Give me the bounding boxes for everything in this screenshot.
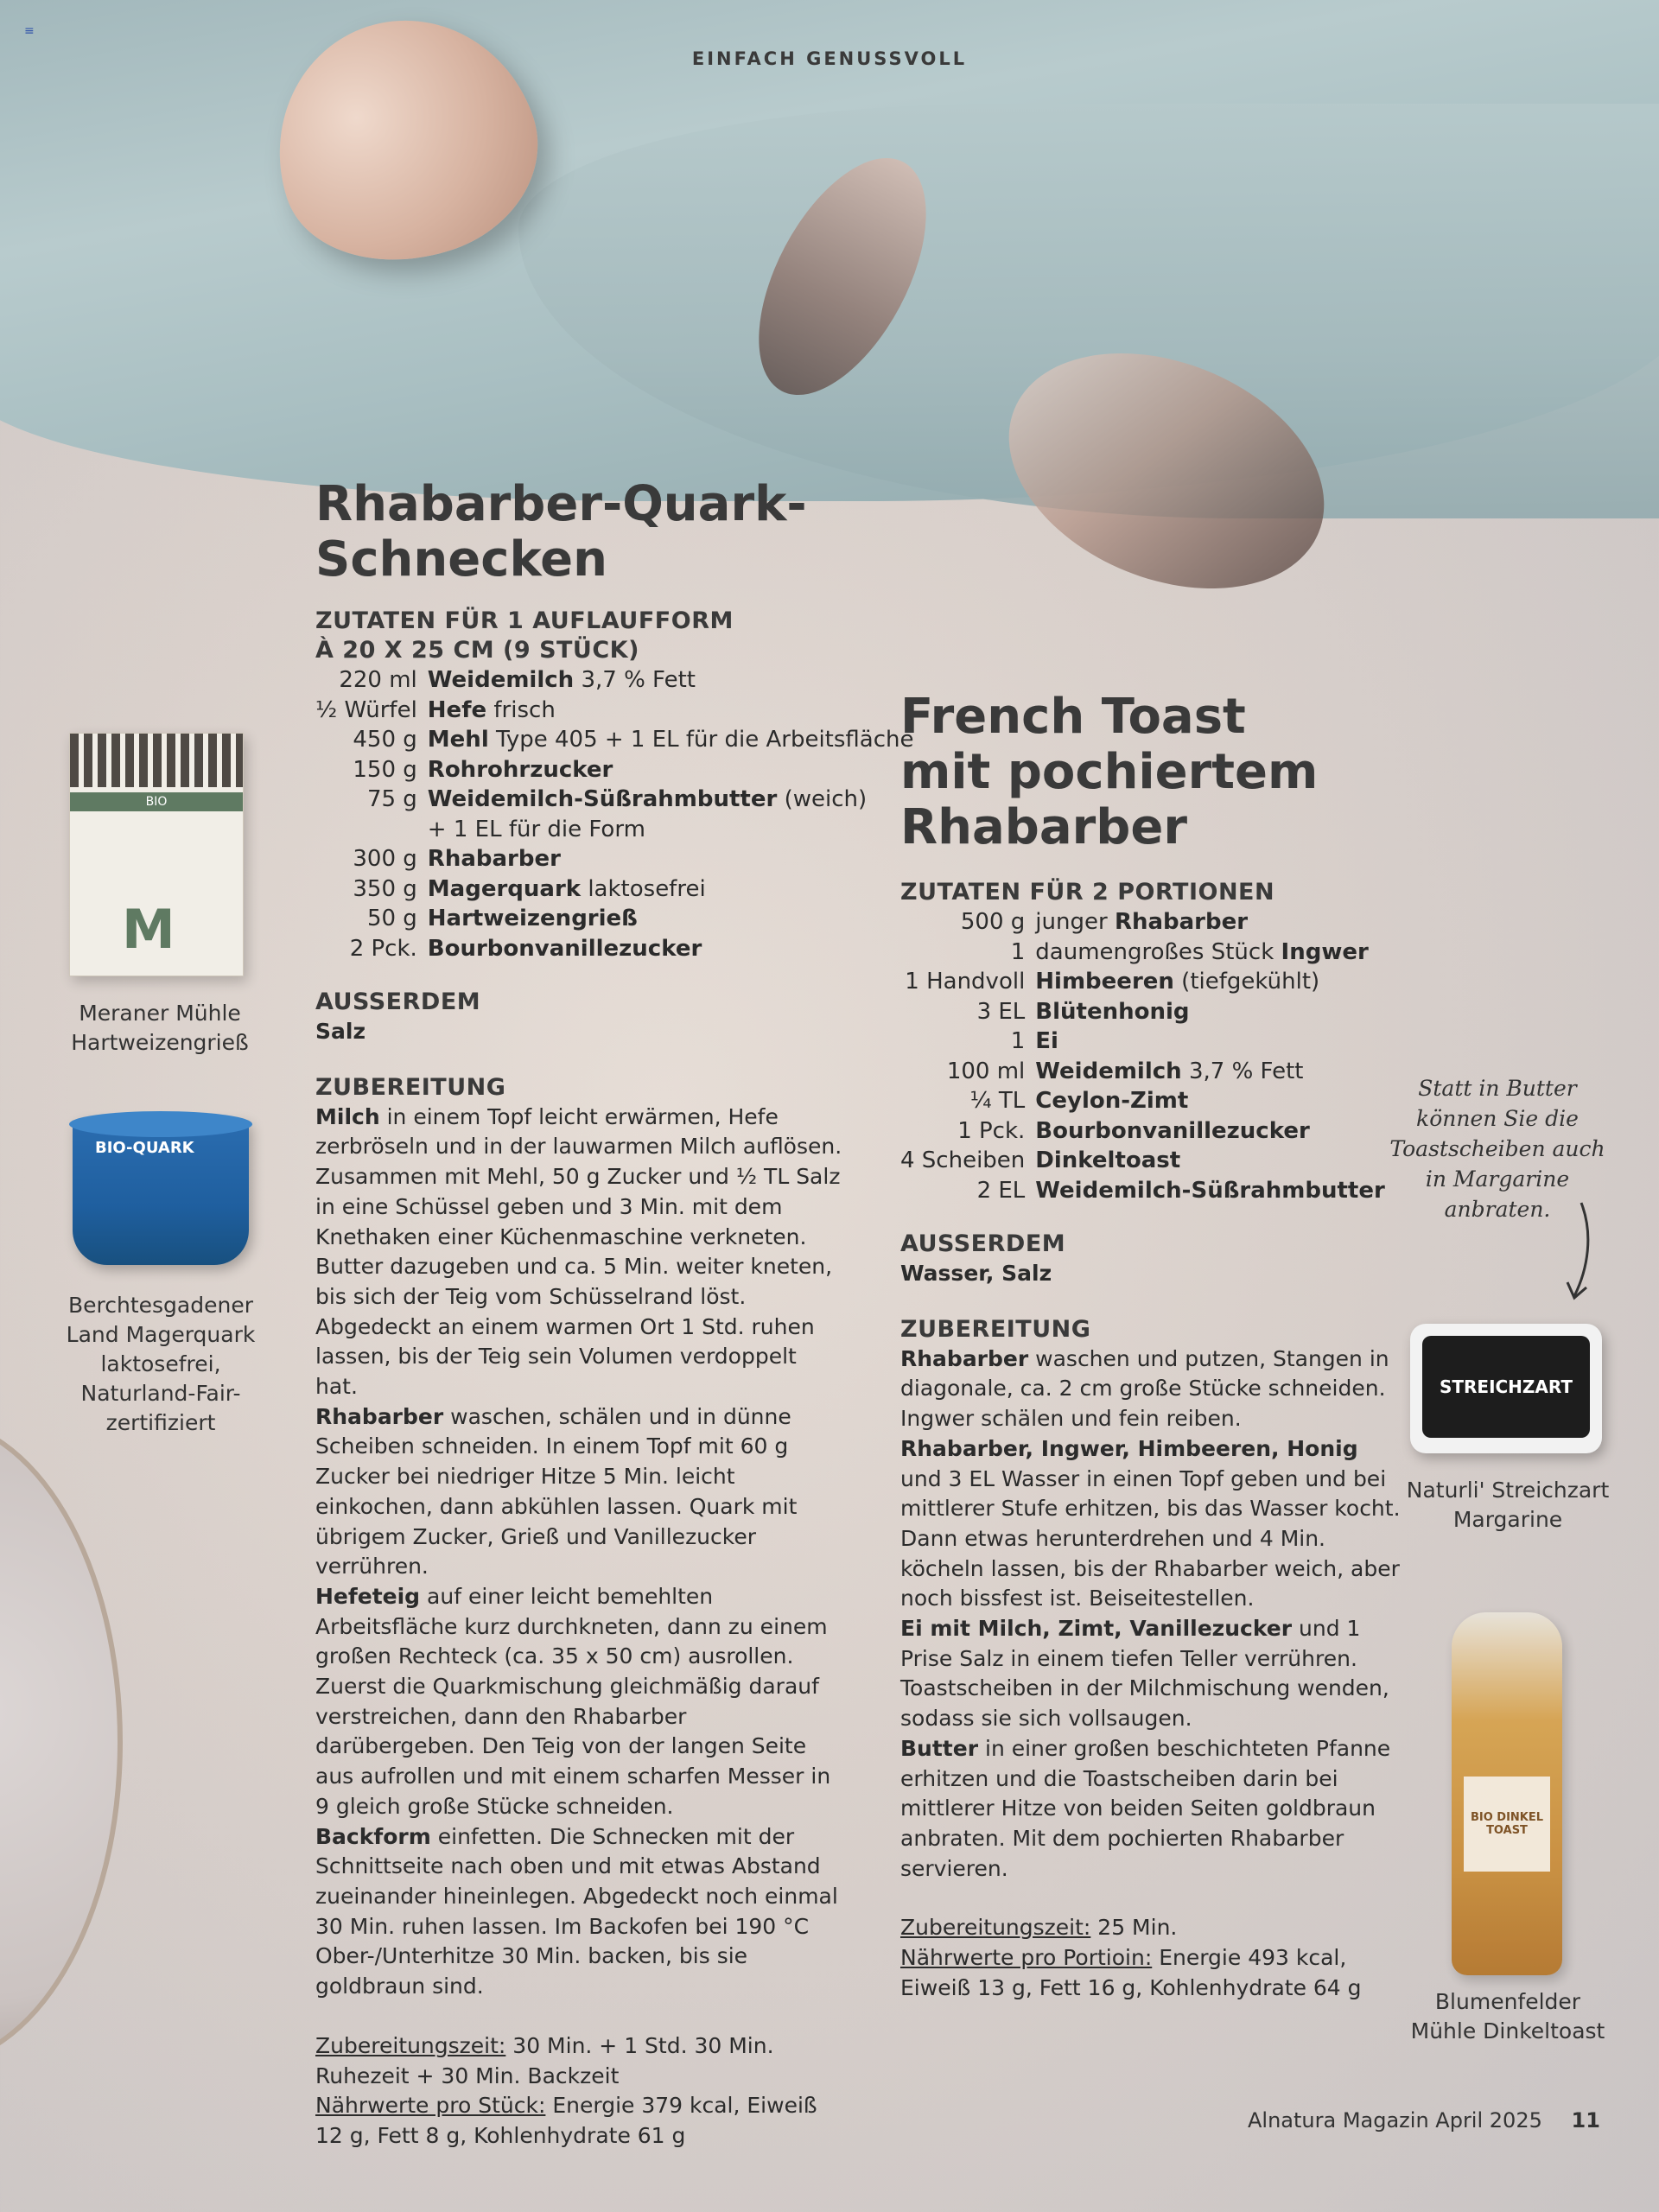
ingredient-quantity: 3 EL xyxy=(976,998,1026,1025)
ingredient-row xyxy=(900,938,1385,968)
preparation-steps xyxy=(900,1344,1402,1885)
ingredient-name: Weidemilch-Süßrahmbutter xyxy=(1035,1177,1385,1204)
ingredient-name: Ceylon-Zimt xyxy=(1035,1088,1189,1114)
package-label: BIO-QUARK xyxy=(95,1139,194,1157)
section-header: EINFACH GENUSSVOLL xyxy=(691,48,968,69)
product-image-magerquark xyxy=(73,1118,249,1265)
ingredient-prefix: daumengroßes Stück xyxy=(1035,938,1281,965)
ingredient-description xyxy=(428,696,914,726)
ingredient-name: Rohrohrzucker xyxy=(427,756,613,783)
recipe-title-line1: Rhabarber-Quark- xyxy=(315,476,807,532)
ingredients-heading-line2: À 20 X 25 CM (9 STÜCK) xyxy=(315,637,639,664)
ingredient-quantity: 2 EL xyxy=(976,1177,1026,1204)
package-label: BIO DINKEL TOAST xyxy=(1464,1777,1550,1872)
ingredient-description xyxy=(428,785,914,815)
product-caption-hartweizengriess: Meraner Mühle Hartweizengrieß xyxy=(71,1001,249,1055)
ingredient-quantity: 350 g xyxy=(353,875,417,902)
ingredient-description xyxy=(428,665,914,696)
nutrition-label: Nährwerte pro Stück: xyxy=(315,2093,546,2119)
step-text: waschen und putzen, Stangen in diagonale, ca. 2 cm große Stücke schneiden. Ingwer schälen und fein reiben. xyxy=(900,1345,1389,1432)
product-caption-dinkeltoast: Blumenfelder Mühle Dinkeltoast xyxy=(1410,1989,1605,2044)
ingredient-description xyxy=(1035,1027,1385,1057)
ingredient-row xyxy=(315,725,914,755)
ingredient-quantity: 1 Pck. xyxy=(957,1117,1026,1144)
ingredient-description xyxy=(1035,1176,1385,1206)
recipe-title xyxy=(315,477,851,588)
ingredient-quantity: 220 ml xyxy=(339,667,417,693)
ingredient-name: Rhabarber xyxy=(427,846,561,872)
ingredient-description xyxy=(428,844,914,874)
ingredient-quantity: ¼ TL xyxy=(969,1088,1026,1114)
ingredient-note: + 1 EL für die Form xyxy=(427,816,645,842)
ingredient-note: (weich) xyxy=(777,786,868,812)
recipe-title-line2: Schnecken xyxy=(315,531,608,588)
step-keyword: Butter xyxy=(900,1735,979,1761)
ingredient-quantity: 1 Handvoll xyxy=(905,969,1026,995)
step-text: in einem Topf leicht erwärmen, Hefe zerbröseln und in der lauwarmen Milch auflösen. Zusammen mit Mehl, 50 g Zucker und ½ TL Salz in eine Schüssel geben und 3 Min. mit dem Knethaken einer Küchenmaschine verkneten. Butter dazugeben und ca. 5 Min. weiter kneten, bis sich der Teig vom Schüsselrand löst. Abgedeckt an einem warmen Ort 1 Std. ruhen lassen, bis der Teig sein Volumen verdoppelt hat. xyxy=(315,1103,842,1400)
preparation-steps xyxy=(315,1103,842,2002)
ingredient-note: laktosefrei xyxy=(581,875,706,902)
ingredient-name: Bourbonvanillezucker xyxy=(1035,1117,1310,1144)
ingredient-row xyxy=(900,1116,1385,1147)
tip-note: Statt in Butter können Sie die Toastscheiben auch in Margarine anbraten. xyxy=(1389,1076,1605,1222)
package-band: BIO xyxy=(70,792,243,811)
ingredient-row xyxy=(315,665,914,696)
recipe-meta xyxy=(315,2031,842,2152)
ingredient-row xyxy=(315,785,914,815)
package-pattern xyxy=(70,734,243,787)
ingredient-quantity: 1 xyxy=(1010,1028,1026,1054)
step-keyword: Rhabarber, Ingwer, Himbeeren, Honig xyxy=(900,1435,1358,1461)
step-keyword: Rhabarber xyxy=(900,1345,1029,1371)
page-footer xyxy=(1248,2108,1600,2133)
ingredient-quantity xyxy=(315,815,428,845)
step-keyword: Hefeteig xyxy=(315,1583,421,1609)
ausserdem-items: Salz xyxy=(315,1019,365,1044)
product-caption-margarine: Naturli' Streichzart Margarine xyxy=(1406,1478,1610,1532)
ingredient-row xyxy=(315,815,914,845)
step-text: auf einer leicht bemehlten Arbeitsfläche kurz durchkneten, dann zu einem großen Rechteck (ca. 35 x 50 cm) ausrollen. Zuerst die Quarkmischung gleichmäßig darauf verstreichen, dann den Rhabarber darübergeben. Den Teig von der langen Seite aus aufrollen und mit einem scharfen Messer in 9 gleich große Stücke schneiden. xyxy=(315,1583,831,1819)
ingredient-name: Weidemilch xyxy=(1035,1058,1182,1084)
preparation-step xyxy=(900,1614,1402,1734)
step-keyword: Rhabarber xyxy=(315,1403,444,1429)
ingredient-row xyxy=(900,997,1385,1027)
ingredient-description xyxy=(1035,1057,1385,1087)
preparation-step xyxy=(900,1734,1402,1885)
ingredient-row xyxy=(315,934,914,964)
ingredient-row xyxy=(900,907,1385,938)
plate-photo xyxy=(0,1417,123,2067)
ingredient-name: Himbeeren xyxy=(1035,969,1174,995)
step-text: waschen, schälen und in dünne Scheiben schneiden. In einem Topf mit 60 g Zucker bei niedriger Hitze 5 Min. leicht einkochen, dann abkühlen lassen. Quark mit übrigem Zucker, Grieß und Vanillezucker verrühren. xyxy=(315,1403,798,1580)
ingredient-description xyxy=(428,934,914,964)
ingredient-name: Mehl xyxy=(427,727,489,753)
prep-time-value: 30 Min. + 1 Std. 30 Min. Ruhezeit + 30 Min. Backzeit xyxy=(315,2032,774,2088)
ingredient-name: Hartweizengrieß xyxy=(427,906,638,931)
ingredient-quantity: 50 g xyxy=(366,906,417,931)
preparation-step xyxy=(315,1103,842,1402)
ingredient-name: Ei xyxy=(1035,1028,1058,1054)
ingredient-description xyxy=(1035,997,1385,1027)
ingredient-name: Rhabarber xyxy=(1114,909,1249,935)
ingredient-description xyxy=(1035,938,1385,968)
ingredient-quantity: 150 g xyxy=(353,756,417,783)
ingredients-heading-line1: ZUTATEN FÜR 1 AUFLAUFFORM xyxy=(315,607,734,634)
ingredient-quantity: 300 g xyxy=(353,846,417,872)
ingredient-description xyxy=(428,725,914,755)
ingredient-row xyxy=(315,696,914,726)
step-text: und 1 Prise Salz in einem tiefen Teller verrühren. Toastscheiben in der Milchmischung wenden, sodass sie sich vollsaugen. xyxy=(900,1616,1389,1732)
ingredient-prefix: junger xyxy=(1035,909,1115,935)
ingredient-description xyxy=(1035,1146,1385,1176)
recipe-title-line1: French Toast xyxy=(900,689,1246,745)
magazine-name: Alnatura Magazin April 2025 xyxy=(1248,2108,1542,2133)
ingredient-name: Magerquark xyxy=(427,875,582,902)
ingredient-description xyxy=(428,755,914,785)
ingredient-row xyxy=(900,1176,1385,1206)
ingredient-row xyxy=(900,1027,1385,1057)
nutrition-label: Nährwerte pro Portioin: xyxy=(900,1945,1153,1971)
nutrition-value: Energie 379 kcal, Eiweiß 12 g, Fett 8 g, Kohlenhydrate 61 g xyxy=(315,2093,817,2148)
step-keyword: Ei mit Milch, Zimt, Vanillezucker xyxy=(900,1616,1293,1642)
ingredients-heading xyxy=(315,607,851,665)
preparation-step xyxy=(315,1822,842,2002)
ingredient-row xyxy=(900,1057,1385,1087)
language-flag-icon: ≡ xyxy=(24,24,35,38)
ingredient-note: (tiefgekühlt) xyxy=(1173,969,1320,995)
recipe-title-line2: mit pochiertem Rhabarber xyxy=(900,744,1319,855)
ingredient-name: Ingwer xyxy=(1281,938,1369,965)
product-image-margarine xyxy=(1410,1324,1602,1453)
preparation-step xyxy=(315,1582,842,1822)
ingredient-row xyxy=(315,874,914,905)
recipe-rhabarber-quark-schnecken xyxy=(315,476,914,2152)
ingredients-list xyxy=(315,665,914,963)
step-keyword: Milch xyxy=(315,1103,380,1129)
package-label: STREICHZART xyxy=(1422,1336,1590,1438)
ingredient-note: 3,7 % Fett xyxy=(574,667,696,693)
recipe-title xyxy=(900,690,1540,855)
product-image-dinkeltoast xyxy=(1452,1612,1562,1975)
ingredient-note: frisch xyxy=(486,696,556,723)
ingredient-quantity: 75 g xyxy=(366,786,417,812)
prep-time-label: Zubereitungszeit: xyxy=(315,2032,506,2058)
ingredient-row xyxy=(315,755,914,785)
meraner-logo-icon: M xyxy=(122,898,175,961)
prep-time-value: 25 Min. xyxy=(1090,1915,1178,1941)
ingredient-name: Bourbonvanillezucker xyxy=(427,935,702,962)
ingredient-row xyxy=(315,844,914,874)
ingredients-list xyxy=(900,907,1385,1205)
prep-time-label: Zubereitungszeit: xyxy=(900,1915,1091,1941)
ingredient-quantity: 1 xyxy=(1010,938,1026,965)
step-text: einfetten. Die Schnecken mit der Schnittseite nach oben und mit etwas Abstand zueinander hineinlegen. Abgedeckt noch einmal 30 Min. ruhen lassen. Im Backofen bei 190 °C Ober-/Unterhitze 30 Min. backen, bis sie goldbraun sind. xyxy=(315,1823,838,1999)
ingredient-name: Blütenhonig xyxy=(1035,998,1190,1025)
ingredient-name: Hefe xyxy=(427,696,487,723)
nutrition-value: Energie 493 kcal, Eiweiß 13 g, Fett 16 g, Kohlenhydrate 64 g xyxy=(900,1945,1362,2000)
ingredient-row xyxy=(900,967,1385,997)
ingredient-description xyxy=(428,904,914,934)
product-caption-magerquark: Berchtesgadener Land Magerquark laktosefrei, Naturland-Fair-zertifiziert xyxy=(66,1293,256,1435)
curved-arrow-icon xyxy=(1562,1199,1597,1303)
ingredient-quantity: ½ Würfel xyxy=(315,696,417,723)
ingredient-name: Dinkeltoast xyxy=(1035,1147,1181,1173)
ingredient-quantity: 500 g xyxy=(960,909,1026,935)
ingredient-row xyxy=(900,1146,1385,1176)
ingredient-quantity: 450 g xyxy=(353,727,417,753)
ingredient-description xyxy=(428,874,914,905)
step-text: in einer großen beschichteten Pfanne erhitzen und die Toastscheiben darin bei mittlerer Hitze von beiden Seiten goldbraun anbraten. Mit dem pochierten Rhabarber servieren. xyxy=(900,1735,1391,1881)
ingredient-row xyxy=(900,1086,1385,1116)
package-lid xyxy=(69,1111,252,1137)
ausserdem-heading: AUSSERDEM xyxy=(900,1230,1066,1257)
ingredient-name: Weidemilch xyxy=(427,667,575,693)
ausserdem-heading: AUSSERDEM xyxy=(315,988,481,1015)
step-keyword: Backform xyxy=(315,1823,431,1849)
preparation-step xyxy=(900,1434,1402,1614)
recipe-meta xyxy=(900,1913,1384,2003)
preparation-step xyxy=(315,1402,842,1582)
zubereitung-heading: ZUBEREITUNG xyxy=(315,1073,506,1101)
ingredient-name: Weidemilch-Süßrahmbutter xyxy=(427,786,778,812)
zubereitung-heading: ZUBEREITUNG xyxy=(900,1315,1091,1343)
ingredient-quantity: 2 Pck. xyxy=(349,935,417,962)
step-text: und 3 EL Wasser in einen Topf geben und bei mittlerer Stufe erhitzen, bis das Wasser kocht. Dann etwas herunterdrehen und 4 Min. köcheln lassen, bis der Rhabarber weich, aber noch bissfest ist. Beiseitestellen. xyxy=(900,1465,1401,1611)
page-number: 11 xyxy=(1571,2108,1600,2133)
ingredients-heading: ZUTATEN FÜR 2 PORTIONEN xyxy=(900,879,1275,906)
ausserdem-items: Wasser, Salz xyxy=(900,1261,1052,1286)
ingredient-description xyxy=(1035,967,1385,997)
ingredient-quantity: 4 Scheiben xyxy=(900,1147,1026,1173)
preparation-step xyxy=(900,1344,1402,1434)
ingredient-note: Type 405 + 1 EL für die Arbeitsfläche xyxy=(488,727,914,753)
ingredient-description xyxy=(1035,1086,1385,1116)
ingredient-description xyxy=(428,815,914,845)
ingredient-row xyxy=(315,904,914,934)
ingredient-note: 3,7 % Fett xyxy=(1181,1058,1304,1084)
ingredient-description xyxy=(1035,907,1385,938)
ingredient-description xyxy=(1035,1116,1385,1147)
product-image-hartweizengriess xyxy=(69,733,244,976)
ingredient-quantity: 100 ml xyxy=(946,1058,1026,1084)
